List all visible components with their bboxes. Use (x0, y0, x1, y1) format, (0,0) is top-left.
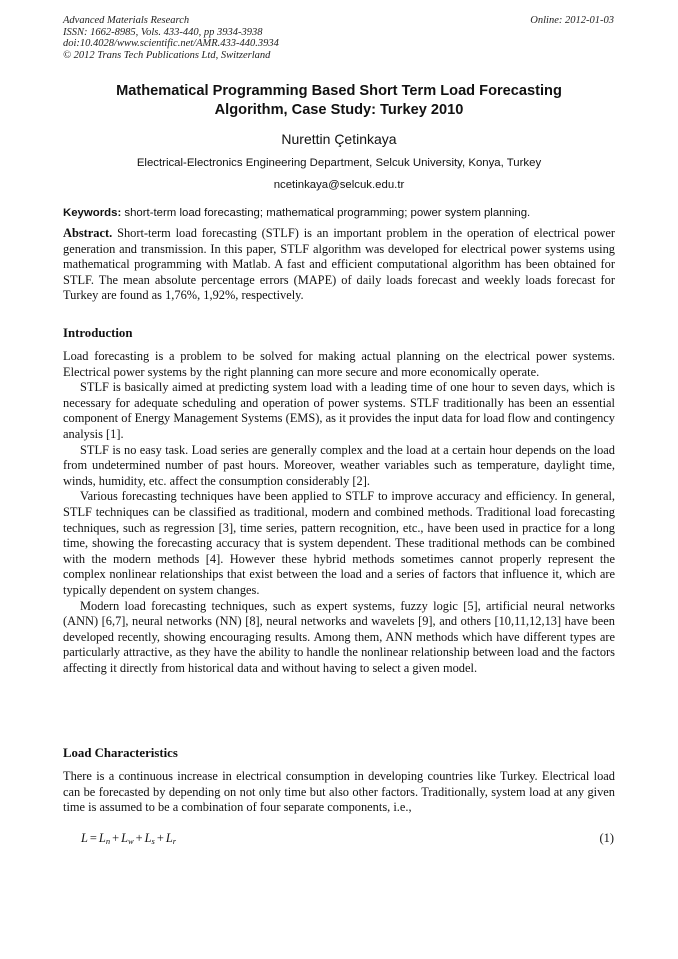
section-heading-introduction: Introduction (63, 326, 133, 340)
journal-copyright: © 2012 Trans Tech Publications Ltd, Switzerland (63, 49, 271, 61)
introduction-body (63, 349, 615, 676)
equation-number: (1) (599, 831, 614, 845)
abstract-label: Abstract. (63, 226, 113, 240)
journal-issn: ISSN: 1662-8985, Vols. 433-440, pp 3934-3938 (63, 26, 263, 38)
eq-plus: + (112, 831, 120, 845)
author-affiliation: Electrical-Electronics Engineering Department, Selcuk University, Konya, Turkey (136, 157, 542, 169)
abstract-text: Short-term load forecasting (STLF) is an important problem in the operation of electrical power generation and transmission. In this paper, STLF algorithm was developed for electrical power systems using mathematical programming with Matlab. A fast and efficient computational algorithm has been obtained for STLF. The mean absolute percentage errors (MAPE) of daily loads forecast and weekly loads forecast for Turkey are found as 1,76%, 1,92%, respectively. (63, 226, 615, 303)
paper-title (63, 82, 615, 120)
section-heading-load-characteristics: Load Characteristics (63, 746, 178, 760)
eq-plus: + (156, 831, 164, 845)
eq-term: $L_w$ (121, 831, 134, 846)
eq-term: $L_r$ (165, 831, 177, 846)
paragraph: Modern load forecasting techniques, such as expert systems, fuzzy logic [5], artificial neural networks (ANN) [6,7], neural networks (NN) [8], neural networks and wavelets [9], and others [10,11,12,13] have been developed recently, showing encouraging results. Among them, ANN methods which have different types are particularly attractive, as they have the ability to handle the nonlinear relationship between load and the factors affecting it directly from historical data and without having to select a given model. (63, 598, 615, 675)
eq-plus: + (135, 831, 143, 845)
keywords-label: Keywords: (63, 207, 122, 219)
eq-term: $L_n$ (98, 831, 111, 846)
paragraph: STLF is basically aimed at predicting system load with a leading time of one hour to seven days, which is necessary for adequate scheduling and operation of power systems. STLF traditionally has been an essential component of Energy Management Systems (EMS), as it provides the input data for load flow and contingency analysis [1]. (63, 380, 615, 441)
author-email: ncetinkaya@selcuk.edu.tr (273, 179, 405, 191)
eq-lhs: L (81, 831, 88, 845)
paper-title-line-1: Mathematical Programming Based Short Term Load Forecasting (116, 83, 562, 99)
keywords-text: short-term load forecasting; mathematical programming; power system planning. (121, 207, 531, 219)
paragraph: There is a continuous increase in electrical consumption in developing countries like Turkey. Electrical load can be forecasted by depending on not only time but also other factors. Traditionally, system load at any given time is assumed to be a combination of four separate components, i.e., (63, 769, 615, 815)
journal-doi: doi:10.4028/www.scientific.net/AMR.433-440.3934 (63, 38, 279, 49)
journal-header (63, 15, 279, 61)
paragraph: Load forecasting is a problem to be solved for making actual planning on the electrical power systems. Electrical power systems by the right planning can more secure and more economically operate. (63, 349, 615, 379)
online-date: Online: 2012-01-03 (530, 15, 614, 26)
eq-term: $L_s$ (144, 831, 155, 846)
paper-title-line-2: Algorithm, Case Study: Turkey 2010 (214, 102, 464, 118)
eq-equals: = (89, 831, 97, 845)
paragraph: Various forecasting techniques have been applied to STLF to improve accuracy and efficiency. In general, STLF techniques can be classified as traditional, modern and combined methods. Traditional load forecasting techniques, such as regression [3], time series, pattern recognition, etc., have been used in practice for a long time, showing the forecasting accuracy that is system dependent. These traditional methods can be combined with the modern methods [4]. However these hybrid methods sometimes cannot properly represent the complex nonlinear relationships that exist between the load and a series of factors that influence it, which are typically dependent on system changes. (63, 489, 615, 597)
load-characteristics-body (63, 769, 615, 816)
keywords (63, 206, 615, 220)
abstract (63, 226, 615, 304)
journal-name: Advanced Materials Research (63, 15, 190, 26)
author-name: Nurettin Çetinkaya (281, 131, 397, 147)
equation-1 (81, 830, 176, 849)
paragraph: STLF is no easy task. Load series are generally complex and the load at a certain hour depends on the load from undetermined number of past hours. Moreover, weather variables such as temperature, daylight time, winds, humidity, etc. affect the consumption considerably [2]. (63, 442, 615, 488)
